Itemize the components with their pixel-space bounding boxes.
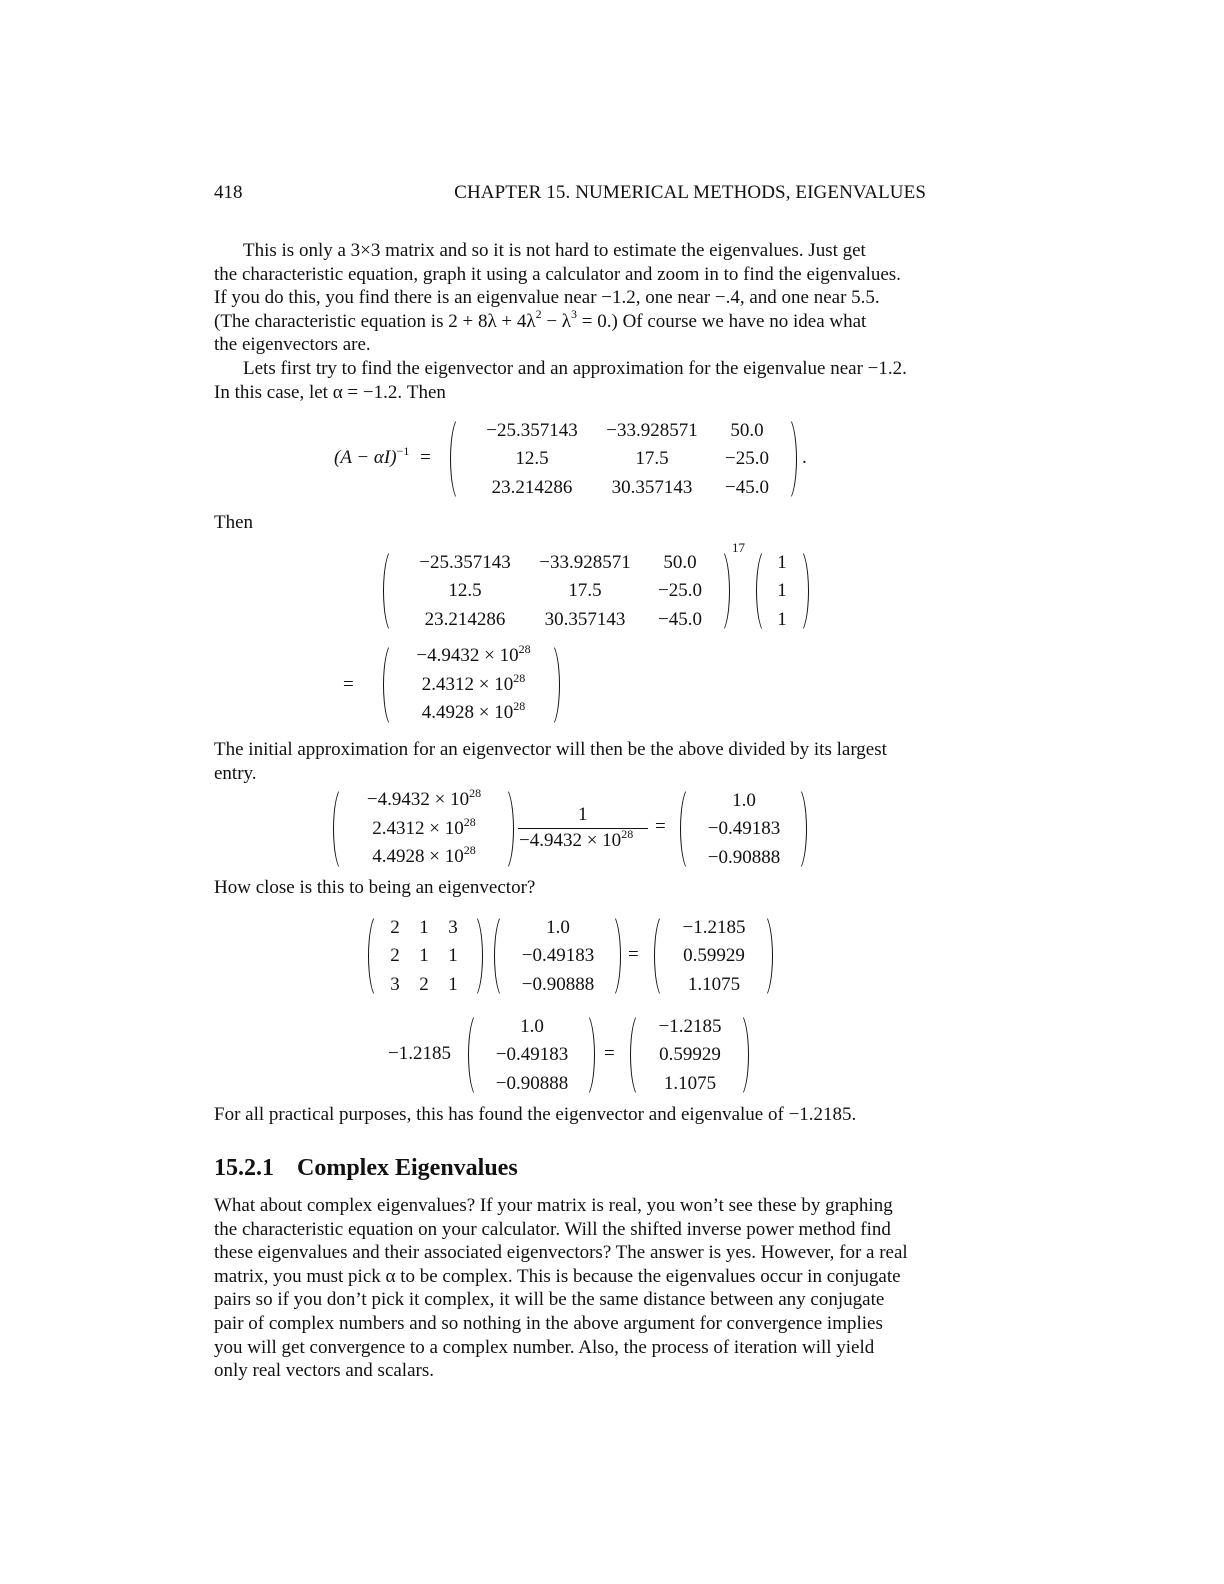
- text-line: entry.: [214, 762, 257, 784]
- text-line: these eigenvalues and their associated eigenvectors? The answer is yes. However, for a real: [214, 1242, 908, 1264]
- matrix-cell: 1: [419, 945, 429, 966]
- vector-cell: [349, 785, 499, 811]
- superscript: 2: [535, 307, 542, 322]
- vector-cell: 1: [777, 609, 787, 630]
- eq5-equals: =: [604, 1043, 615, 1064]
- superscript: 28: [518, 641, 531, 656]
- superscript: 28: [621, 826, 634, 841]
- superscript: 28: [463, 842, 476, 857]
- text-line: pairs so if you don’t pick it complex, it will be the same distance between any conjugate: [214, 1289, 885, 1311]
- eq4-matrix: [368, 911, 482, 999]
- vector-cell: [349, 814, 499, 840]
- text-line: the characteristic equation on your calculator. Will the shifted inverse power method find: [214, 1218, 891, 1240]
- left-paren: [383, 642, 400, 728]
- paragraph-complex-eigenvalues: [214, 1194, 926, 1383]
- left-paren: [654, 913, 671, 999]
- eq1-matrix: [450, 414, 800, 502]
- matrix-cell: −45.0: [725, 477, 769, 498]
- vector-cell: [401, 698, 546, 724]
- vector-cell: 1.1075: [663, 1073, 717, 1094]
- eq1-lhs: [334, 443, 431, 469]
- text-line: The initial approximation for an eigenvector will then be the above divided by its largest: [214, 739, 887, 760]
- superscript: 28: [469, 785, 482, 800]
- superscript: 3: [571, 307, 578, 322]
- vector-cell: [401, 670, 546, 696]
- denominator-text: −4.9432 × 10: [519, 830, 622, 851]
- matrix-cell: 50.0: [730, 420, 764, 441]
- matrix-cell: −45.0: [658, 609, 702, 630]
- matrix-cell: −33.928571: [606, 420, 698, 441]
- right-paren: [792, 548, 809, 634]
- right-paren: [713, 548, 730, 634]
- eq4-vector: [494, 911, 622, 999]
- matrix-cell: 3: [448, 917, 458, 938]
- text-line: matrix, you must pick α to be complex. This is because the eigenvalues occur in conjugate: [214, 1265, 901, 1287]
- vector-cell: 1: [777, 580, 787, 601]
- matrix-cell: 3: [390, 974, 400, 995]
- paragraph-intro: [214, 239, 926, 357]
- vector-cell: 1.0: [546, 917, 570, 938]
- conclusion-text: For all practical purposes, this has found the eigenvector and eigenvalue of −1.2185.: [214, 1104, 857, 1125]
- vector-cell: −0.90888: [707, 847, 781, 868]
- matrix-cell: 12.5: [515, 448, 549, 469]
- vector-cell: 1.1075: [687, 974, 741, 995]
- vector-cell: 0.59929: [659, 1044, 721, 1065]
- section-number: 15.2.1: [214, 1155, 274, 1181]
- text-line: [214, 307, 926, 334]
- matrix-cell: 1: [448, 974, 458, 995]
- paragraph-initial-approx: [214, 738, 926, 785]
- matrix-cell: 23.214286: [491, 477, 573, 498]
- vector-cell: 1: [777, 552, 787, 573]
- vector-cell: −1.2185: [658, 1016, 722, 1037]
- text-line: This is only a 3×3 matrix and so it is not hard to estimate the eigenvalues. Just get: [243, 240, 866, 261]
- page-number: 418: [214, 182, 243, 203]
- eq1-lhs-exponent: −1: [396, 443, 410, 458]
- eq1-lhs-text: (A − αI): [334, 447, 397, 468]
- vector-cell: [401, 641, 546, 667]
- text-line: What about complex eigenvalues? If your matrix is real, you won’t see these by graphing: [214, 1195, 893, 1216]
- matrix-cell: 2: [390, 917, 400, 938]
- right-paren: [732, 1012, 749, 1098]
- vector-cell: 1.0: [732, 790, 756, 811]
- vector-cell: −0.90888: [521, 974, 595, 995]
- matrix-cell: 1: [419, 917, 429, 938]
- eq3-equals: =: [655, 816, 666, 837]
- matrix-cell: 1: [448, 945, 458, 966]
- text-line: only real vectors and scalars.: [214, 1360, 434, 1382]
- eq5-result-vector: [630, 1010, 750, 1098]
- text-line: pair of complex numbers and so nothing in the above argument for convergence implies: [214, 1312, 883, 1334]
- text-fragment: − λ: [541, 310, 572, 332]
- left-paren: [450, 416, 467, 502]
- vector-cell: 1.0: [520, 1016, 544, 1037]
- cell-text: 2.4312 × 10: [372, 818, 464, 839]
- left-paren: [680, 786, 697, 872]
- vector-cell: −0.49183: [495, 1044, 569, 1065]
- right-paren: [497, 786, 514, 872]
- vector-cell: −0.90888: [495, 1073, 569, 1094]
- eq2-result-vector: [383, 640, 563, 728]
- text-line: the eigenvectors are.: [214, 334, 371, 356]
- left-paren: [368, 913, 385, 999]
- matrix-cell: 50.0: [663, 552, 697, 573]
- eq2-equals: =: [343, 674, 354, 695]
- text-line: Lets first try to find the eigenvector and an approximation for the eigenvalue near −1.2.: [243, 358, 907, 379]
- text-line: In this case, let α = −1.2. Then: [214, 381, 446, 403]
- matrix-cell: 30.357143: [611, 477, 693, 498]
- eq3-frac-denominator: [519, 826, 634, 852]
- vector-cell: −0.49183: [707, 818, 781, 839]
- eq2-exponent: 17: [732, 540, 745, 555]
- superscript: 28: [513, 698, 526, 713]
- text-line: the characteristic equation, graph it using a calculator and zoom in to find the eigenvalues.: [214, 263, 901, 285]
- matrix-cell: 30.357143: [544, 609, 626, 630]
- right-paren: [543, 642, 560, 728]
- left-paren: [333, 786, 350, 872]
- matrix-cell: 2: [390, 945, 400, 966]
- eq1-equals: =: [420, 447, 431, 468]
- cell-text: 4.4928 × 10: [421, 702, 514, 723]
- text-line: If you do this, you find there is an eigenvalue near −1.2, one near −.4, and one near 5.5.: [214, 287, 880, 309]
- right-paren: [604, 913, 621, 999]
- page-header: [214, 182, 926, 212]
- question-text: How close is this to being an eigenvector?: [214, 877, 536, 898]
- eq3-frac-numerator: 1: [578, 804, 588, 825]
- cell-text: 2.4312 × 10: [421, 674, 514, 695]
- matrix-cell: −25.0: [725, 448, 769, 469]
- right-paren: [578, 1012, 595, 1098]
- vector-cell: −0.49183: [521, 945, 595, 966]
- superscript: 28: [463, 814, 476, 829]
- eq5-scalar: −1.2185: [388, 1043, 451, 1064]
- text-fragment: (The characteristic equation is 2 + 8λ + 4λ: [214, 310, 536, 332]
- eq3-vector: [333, 784, 513, 872]
- eq3-result-vector: [680, 784, 808, 872]
- vector-cell: −1.2185: [682, 917, 746, 938]
- matrix-cell: −25.357143: [419, 552, 511, 573]
- text-fragment: = 0.) Of course we have no idea what: [577, 310, 867, 332]
- cell-text: −4.9432 × 10: [366, 789, 470, 810]
- matrix-cell: −25.0: [658, 580, 702, 601]
- cell-text: 4.4928 × 10: [372, 846, 464, 867]
- eq1-period: .: [802, 447, 807, 468]
- matrix-cell: 2: [419, 974, 429, 995]
- matrix-cell: −25.357143: [486, 420, 578, 441]
- vector-cell: [349, 842, 499, 868]
- matrix-cell: 12.5: [448, 580, 482, 601]
- right-paren: [466, 913, 483, 999]
- section-title: Complex Eigenvalues: [297, 1155, 518, 1181]
- eq4-result-vector: [654, 911, 774, 999]
- matrix-cell: −33.928571: [539, 552, 631, 573]
- matrix-cell: 17.5: [568, 580, 602, 601]
- vector-cell: 0.59929: [683, 945, 745, 966]
- right-paren: [780, 416, 797, 502]
- left-paren: [630, 1012, 647, 1098]
- left-paren: [468, 1012, 485, 1098]
- then-label: Then: [214, 512, 254, 533]
- eq2-matrix: [383, 546, 733, 634]
- right-paren: [756, 913, 773, 999]
- eq5-vector: [468, 1010, 596, 1098]
- left-paren: [383, 548, 400, 634]
- left-paren: [494, 913, 511, 999]
- paragraph-first-try: [214, 357, 926, 404]
- matrix-cell: 17.5: [635, 448, 669, 469]
- running-head: CHAPTER 15. NUMERICAL METHODS, EIGENVALUES: [454, 182, 926, 203]
- matrix-cell: 23.214286: [424, 609, 506, 630]
- superscript: 28: [513, 670, 526, 685]
- text-line: you will get convergence to a complex number. Also, the process of iteration will yield: [214, 1336, 875, 1358]
- cell-text: −4.9432 × 10: [416, 645, 519, 666]
- right-paren: [790, 786, 807, 872]
- eq4-equals: =: [628, 944, 639, 965]
- eq2-vector: [756, 546, 808, 634]
